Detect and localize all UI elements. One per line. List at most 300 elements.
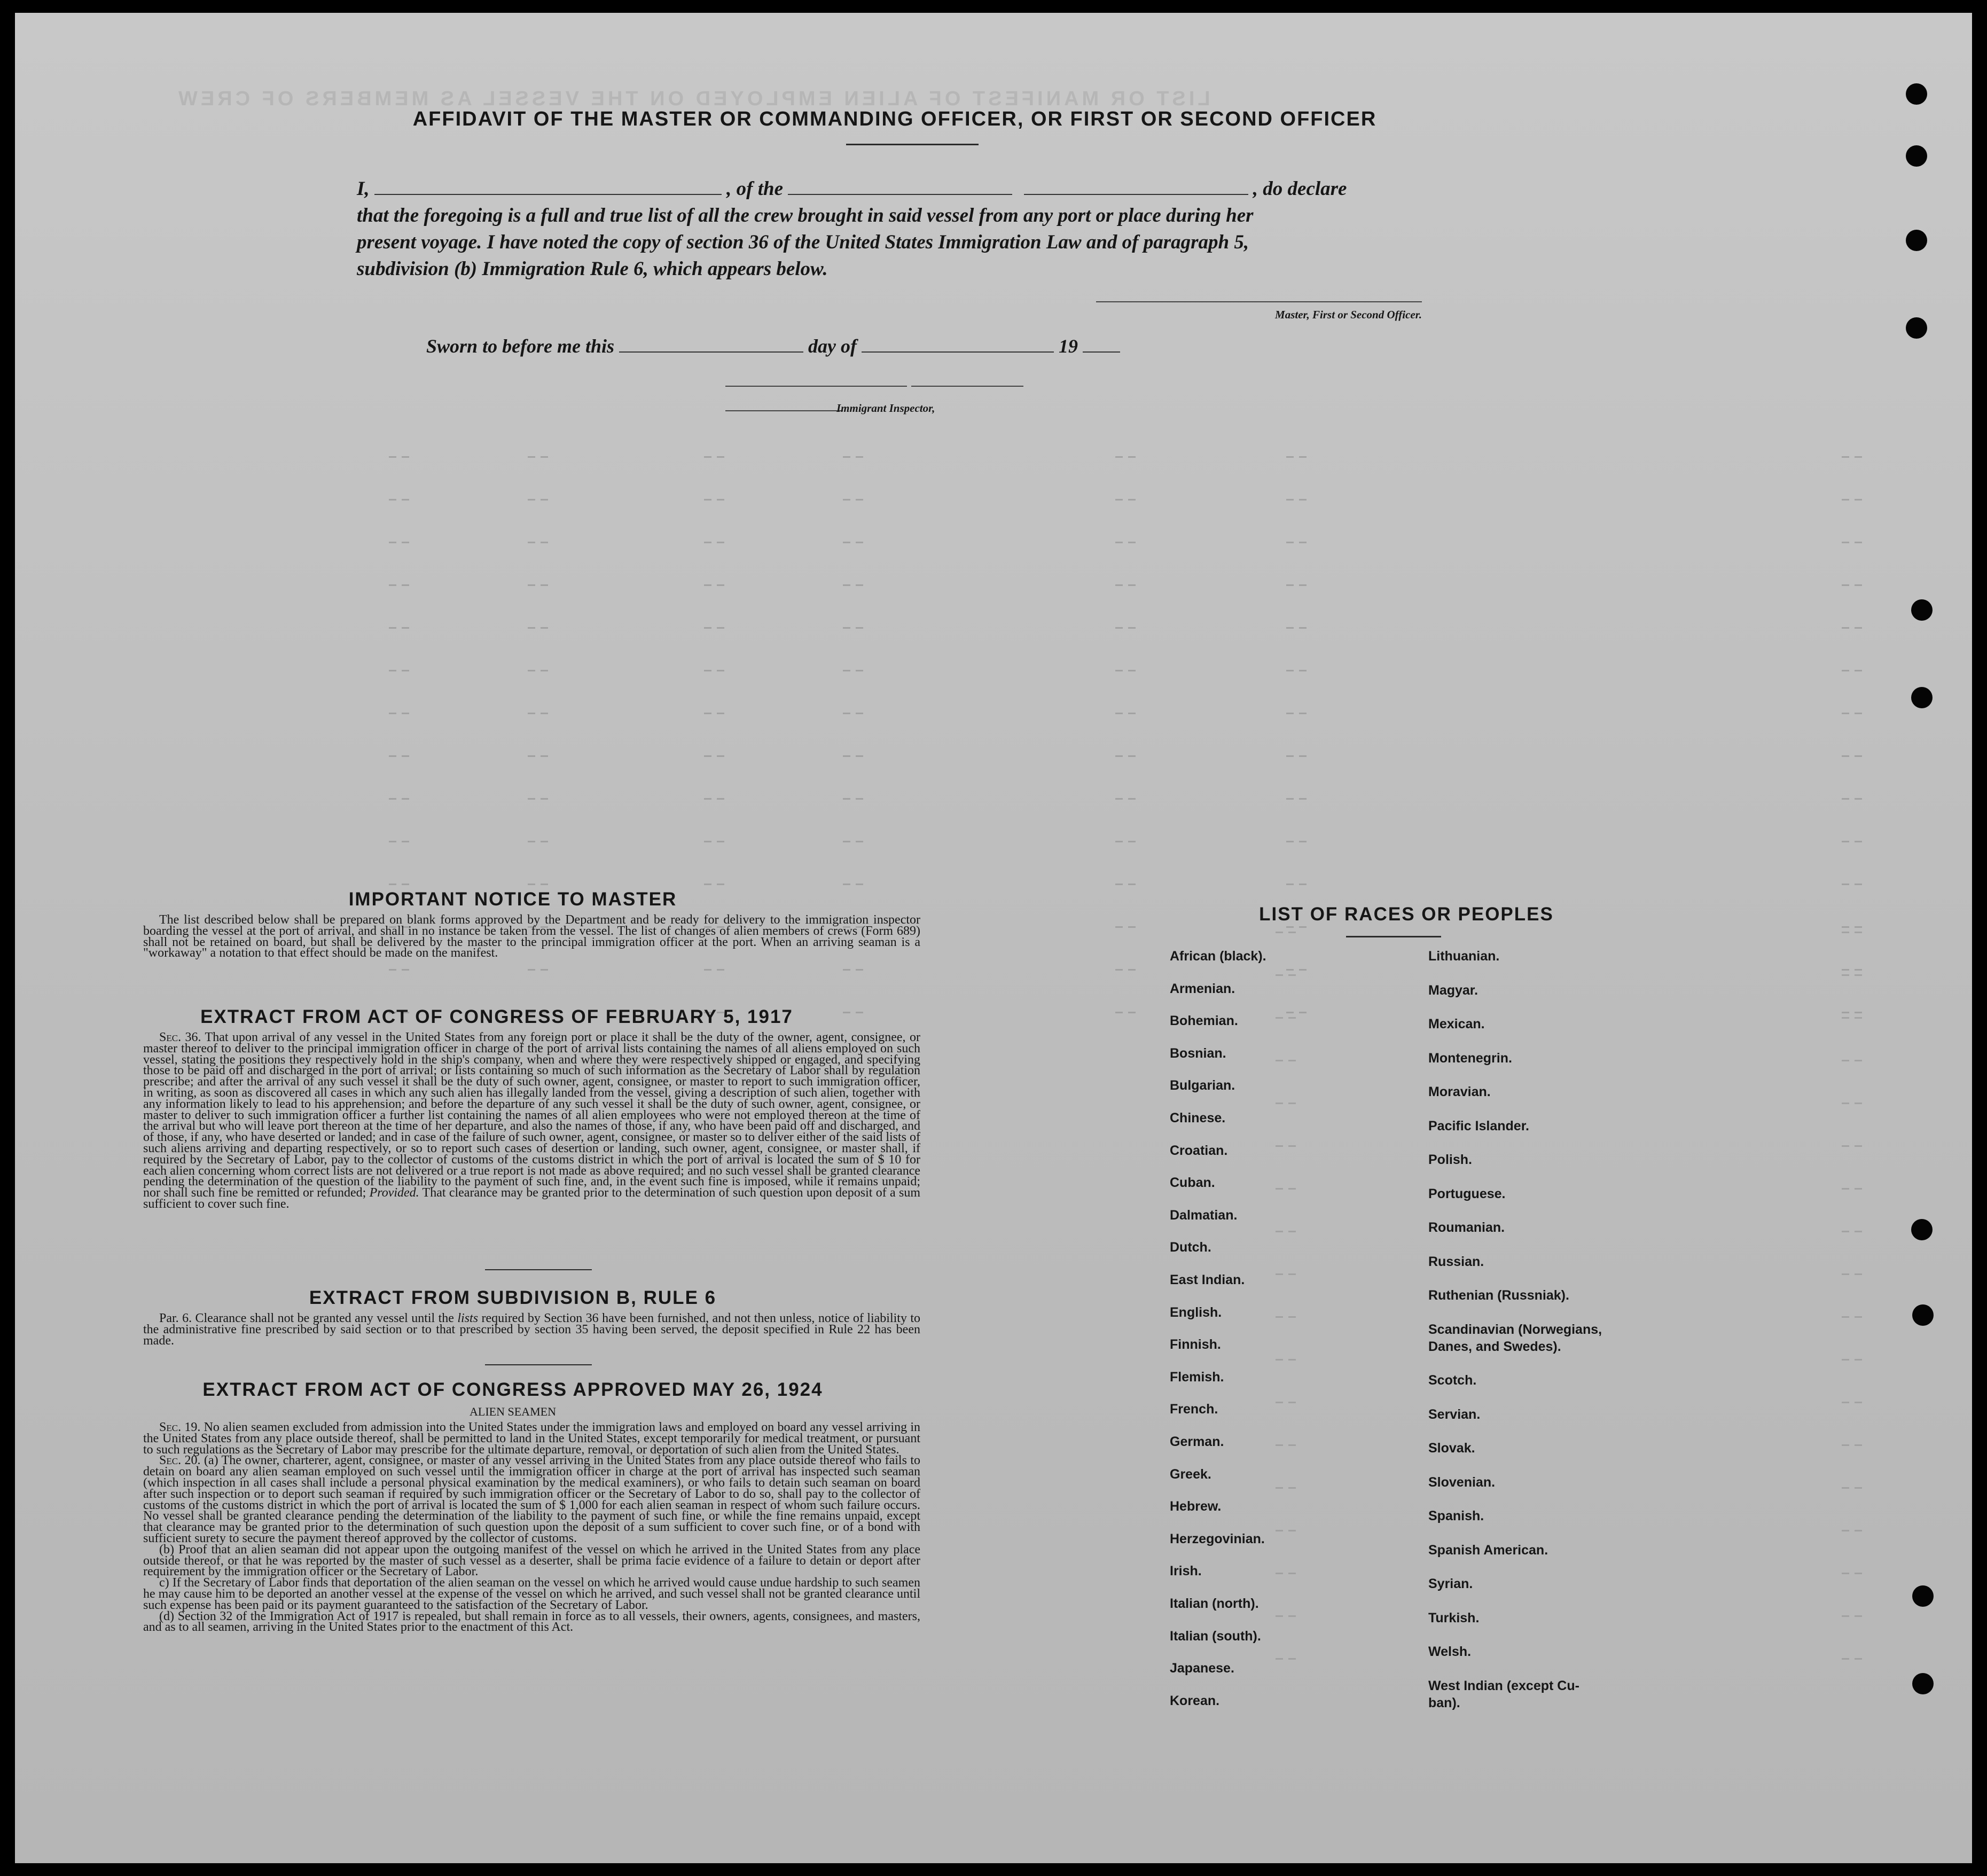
race-item: Armenian. xyxy=(1170,981,1235,996)
race-item: Slovak. xyxy=(1428,1441,1475,1456)
ditto-mark xyxy=(1855,1012,1862,1013)
extract-1917-provided: Provided. xyxy=(369,1186,419,1200)
ditto-mark xyxy=(1855,1402,1862,1403)
race-item: Scotch. xyxy=(1428,1373,1477,1388)
ditto-mark xyxy=(1842,755,1849,757)
ditto-mark xyxy=(704,841,711,842)
ditto-mark xyxy=(843,456,850,458)
race-item: Magyar. xyxy=(1428,982,1478,998)
ditto-mark xyxy=(402,627,409,629)
race-item: Hebrew. xyxy=(1170,1499,1222,1514)
race-item: Cuban. xyxy=(1170,1175,1215,1191)
ditto-mark xyxy=(1842,1103,1849,1104)
extract-rule6-text-a: Clearance shall not be granted any vessel until the xyxy=(195,1311,454,1325)
ditto-mark xyxy=(1115,627,1123,629)
race-item: Turkish. xyxy=(1428,1610,1480,1625)
ditto-mark xyxy=(1299,1012,1307,1013)
ditto-mark xyxy=(1855,1103,1862,1104)
ditto-mark xyxy=(541,755,548,757)
ditto-mark xyxy=(389,798,396,800)
ditto-mark xyxy=(856,841,863,842)
ditto-mark xyxy=(856,670,863,671)
binder-hole xyxy=(1906,317,1927,339)
ditto-mark xyxy=(1855,542,1862,543)
race-item: West Indian (except Cu- xyxy=(1428,1678,1579,1693)
ditto-mark xyxy=(1276,974,1283,976)
ditto-mark xyxy=(843,884,850,885)
master-signature-line[interactable] xyxy=(1096,301,1422,302)
ditto-mark xyxy=(717,841,724,842)
ditto-mark xyxy=(717,670,724,671)
ditto-mark xyxy=(856,627,863,629)
ditto-mark xyxy=(1276,1573,1283,1574)
ditto-mark xyxy=(1115,670,1123,671)
name-blank[interactable] xyxy=(374,192,722,195)
ditto-mark xyxy=(856,584,863,586)
extract-1917-title: EXTRACT FROM ACT OF CONGRESS OF FEBRUARY 5, 1917 xyxy=(200,1006,793,1027)
ditto-mark xyxy=(1842,1658,1849,1660)
race-item: Herzegovinian. xyxy=(1170,1531,1265,1546)
ditto-mark xyxy=(717,884,724,885)
ditto-mark xyxy=(541,584,548,586)
extract-rule6-body xyxy=(143,1313,920,1346)
ditto-mark xyxy=(704,456,711,458)
ditto-mark xyxy=(1276,1359,1283,1361)
race-item: Irish. xyxy=(1170,1564,1202,1579)
ditto-mark xyxy=(843,798,850,800)
ditto-mark xyxy=(1286,456,1294,458)
manifest-page xyxy=(15,13,1972,1863)
ditto-mark xyxy=(1855,1487,1862,1489)
ditto-mark xyxy=(389,584,396,586)
ditto-mark xyxy=(1286,798,1294,800)
ditto-mark xyxy=(1842,627,1849,629)
ditto-mark xyxy=(389,627,396,629)
sworn-day-blank[interactable] xyxy=(619,349,803,353)
ditto-mark xyxy=(843,713,850,714)
year-prefix: 19 xyxy=(1059,335,1078,357)
ditto-mark xyxy=(1128,841,1136,842)
ditto-mark xyxy=(843,755,850,757)
ditto-mark xyxy=(717,627,724,629)
ditto-mark xyxy=(1842,1615,1849,1617)
race-item: Korean. xyxy=(1170,1693,1220,1708)
ditto-mark xyxy=(1299,969,1307,971)
ditto-mark xyxy=(1842,1060,1849,1061)
ditto-mark xyxy=(389,542,396,543)
affidavit-line-2: that the foregoing is a full and true list of all the crew brought in said vessel from any port or place during her xyxy=(357,205,1254,226)
ditto-mark xyxy=(528,713,535,714)
ditto-mark xyxy=(1842,1316,1849,1318)
extract-rule6-lists: lists xyxy=(457,1311,479,1325)
ditto-mark xyxy=(1276,1145,1283,1147)
ditto-mark xyxy=(1276,1658,1283,1660)
race-item: ban). xyxy=(1428,1695,1460,1710)
race-item: Flemish. xyxy=(1170,1369,1224,1385)
ditto-mark xyxy=(704,670,711,671)
ditto-mark xyxy=(402,969,409,971)
ditto-mark xyxy=(843,627,850,629)
race-item: English. xyxy=(1170,1304,1222,1320)
ditto-mark xyxy=(1276,1060,1283,1061)
ditto-mark xyxy=(1288,1273,1296,1275)
ditto-mark xyxy=(1842,926,1849,928)
ditto-mark xyxy=(1842,1359,1849,1361)
sworn-line xyxy=(426,333,1473,359)
ditto-mark xyxy=(389,755,396,757)
ditto-mark xyxy=(1842,974,1849,976)
ditto-mark xyxy=(704,884,711,885)
ditto-mark xyxy=(402,713,409,714)
race-item: Moravian. xyxy=(1428,1084,1491,1099)
ditto-mark xyxy=(528,969,535,971)
race-item: Bosnian. xyxy=(1170,1045,1226,1061)
ditto-mark xyxy=(402,841,409,842)
ditto-mark xyxy=(1286,584,1294,586)
binder-hole xyxy=(1906,230,1927,251)
ditto-mark xyxy=(1855,713,1862,714)
ditto-mark xyxy=(1288,1487,1296,1489)
ditto-mark xyxy=(717,969,724,971)
inspector-label: Immigrant Inspector, xyxy=(836,402,935,415)
ditto-mark xyxy=(528,627,535,629)
ditto-mark xyxy=(1842,1402,1849,1403)
ditto-mark xyxy=(1842,713,1849,714)
races-title: LIST OF RACES OR PEOPLES xyxy=(1259,904,1554,925)
ditto-mark xyxy=(1276,1615,1283,1617)
ditto-mark xyxy=(1299,884,1307,885)
sec-20b-text: (b) Proof that an alien seaman did not appear upon the outgoing manifest of the vessel on which he arrived in the United States from any place outside thereof, or that he was reported by the master of such vessel as a deserter, shall be prima facie evidence of a failure to detain or deport after requirement by the immigration officer or the Secretary of Labor. xyxy=(143,1542,920,1579)
ditto-mark xyxy=(1855,841,1862,842)
ditto-mark xyxy=(1288,1444,1296,1446)
inspector-signature-line-3[interactable] xyxy=(725,410,843,411)
race-item: Roumanian. xyxy=(1428,1220,1505,1235)
race-item: Bohemian. xyxy=(1170,1013,1238,1029)
ditto-mark xyxy=(843,542,850,543)
race-item: Bulgarian. xyxy=(1170,1078,1235,1093)
ditto-mark xyxy=(843,499,850,501)
ditto-mark xyxy=(1855,1273,1862,1275)
ditto-mark xyxy=(1855,1188,1862,1190)
ditto-mark xyxy=(1128,798,1136,800)
ditto-mark xyxy=(1288,1359,1296,1361)
ditto-mark xyxy=(1299,584,1307,586)
ditto-mark xyxy=(1128,456,1136,458)
ditto-mark xyxy=(1855,1359,1862,1361)
ditto-mark xyxy=(717,713,724,714)
ditto-mark xyxy=(1855,755,1862,757)
notice-body: The list described below shall be prepared on blank forms approved by the Department and be ready for delivery to the immigration inspector boarding the vessel at the port of arrival, and shall in no instance be taken from the vessel. The list of changes of alien members of crews (Form 689) shall not be retained on board, but shall be delivered by the master to the principal immigration officer at the port. When an arriving seaman is a "workaway" a notation to that effect should be made on the manifest. xyxy=(143,913,920,960)
ditto-mark xyxy=(1855,670,1862,671)
ditto-mark xyxy=(843,841,850,842)
race-item: Chinese. xyxy=(1170,1111,1226,1125)
ditto-mark xyxy=(1855,932,1862,933)
ditto-mark xyxy=(541,798,548,800)
ditto-mark xyxy=(1855,1530,1862,1531)
ditto-mark xyxy=(1855,926,1862,928)
ditto-mark xyxy=(1842,542,1849,543)
ditto-mark xyxy=(1276,1231,1283,1232)
ditto-mark xyxy=(1128,542,1136,543)
ditto-mark xyxy=(1299,456,1307,458)
ditto-mark xyxy=(1128,499,1136,501)
ditto-mark xyxy=(1286,926,1294,928)
sec-19-text: No alien seamen excluded from admission into the United States under the immigration laws and employed on board any vessel arriving in the United States from any place outside thereof, shall be permitted to land in the United States, except temporarily for medical treatment, or pursuant to such regulations as the Secretary of Labor may prescribe for the ultimate departure, removal, or deportation of such alien from the United States. xyxy=(143,1420,921,1457)
race-item: Slovenian. xyxy=(1428,1474,1496,1490)
ditto-mark xyxy=(389,670,396,671)
race-item: German. xyxy=(1170,1434,1224,1449)
ditto-mark xyxy=(1286,1012,1294,1013)
ditto-mark xyxy=(1288,1530,1296,1531)
ditto-mark xyxy=(1842,1487,1849,1489)
ditto-mark xyxy=(1299,542,1307,543)
ditto-mark xyxy=(843,584,850,586)
ditto-mark xyxy=(717,798,724,800)
ditto-mark xyxy=(1115,456,1123,458)
ditto-mark xyxy=(704,969,711,971)
ditto-mark xyxy=(1128,884,1136,885)
extract-1917-text-end: That clearance may be granted prior to the determination of such question upon deposit of a sum sufficient to cover such fine. xyxy=(143,1186,921,1211)
ditto-mark xyxy=(1128,755,1136,757)
ditto-mark xyxy=(1115,584,1123,586)
ditto-mark xyxy=(856,542,863,543)
ditto-mark xyxy=(1855,1316,1862,1318)
ditto-mark xyxy=(856,456,863,458)
ditto-mark xyxy=(1288,1573,1296,1574)
ditto-mark xyxy=(402,456,409,458)
race-item: Polish. xyxy=(1428,1152,1472,1167)
sec-20a-text: (a) The owner, charterer, agent, consignee, or master of any vessel arriving in the United States from any place outside thereof who fails to detain on board any alien seaman employed on such vessel until the immigration officer in charge at the port of arrival has inspected such seaman (which inspection in all cases shall include a personal physical examination by the medical examiners), or who fails to detain such seaman on board after such inspection or to deport such seaman if required by such immigration officer or the Secretary of Labor to do so, shall pay to the collector of customs of the customs district in which the port of arrival is located the sum of $ 1,000 for each alien seaman in respect of whom such failure occurs. No vessel shall be granted clearance pending the determination of the liability to the payment of such fine, or while the fine remains unpaid, except that clearance may be granted prior to the determination of such question upon the deposit of a sum sufficient to cover such fine, or of a bond with sufficient surety to secure the payment thereof approved by the collector of customs. xyxy=(143,1453,921,1545)
ditto-mark xyxy=(528,456,535,458)
sworn-year-blank[interactable] xyxy=(1083,349,1120,353)
ditto-mark xyxy=(1276,1273,1283,1275)
ditto-mark xyxy=(1299,627,1307,629)
ditto-mark xyxy=(843,670,850,671)
ditto-mark xyxy=(1288,1188,1296,1190)
affidavit-of-the: , of the xyxy=(726,178,784,200)
ditto-mark xyxy=(528,499,535,501)
ditto-mark xyxy=(1288,1615,1296,1617)
ditto-mark xyxy=(704,499,711,501)
affidavit-title: AFFIDAVIT OF THE MASTER OR COMMANDING OFFICER, OR FIRST OR SECOND OFFICER xyxy=(412,108,1377,130)
ditto-mark xyxy=(1288,932,1296,933)
ditto-mark xyxy=(541,969,548,971)
binder-hole xyxy=(1911,599,1933,621)
race-item: Mexican. xyxy=(1428,1017,1485,1031)
binder-hole xyxy=(1911,687,1933,708)
sworn-month-blank[interactable] xyxy=(862,349,1054,353)
ditto-mark xyxy=(1115,499,1123,501)
ditto-mark xyxy=(541,670,548,671)
inspector-signature-line-2[interactable] xyxy=(911,386,1023,387)
ditto-mark xyxy=(1286,841,1294,842)
ditto-mark xyxy=(1276,1530,1283,1531)
ditto-mark xyxy=(1855,1017,1862,1019)
ditto-mark xyxy=(1286,713,1294,714)
ditto-mark xyxy=(1855,456,1862,458)
ditto-mark xyxy=(1842,1012,1849,1013)
ditto-mark xyxy=(856,969,863,971)
extract-rule6-title: EXTRACT FROM SUBDIVISION B, RULE 6 xyxy=(309,1287,717,1308)
binder-hole xyxy=(1912,1585,1934,1607)
ditto-mark xyxy=(1299,499,1307,501)
ditto-mark xyxy=(389,499,396,501)
ditto-mark xyxy=(1855,499,1862,501)
ditto-mark xyxy=(1855,1145,1862,1147)
ditto-mark xyxy=(1286,670,1294,671)
race-item: Japanese. xyxy=(1170,1661,1234,1676)
extract-1917-body xyxy=(143,1032,920,1210)
binder-hole xyxy=(1906,83,1927,105)
ditto-mark xyxy=(1276,1316,1283,1318)
ditto-mark xyxy=(1855,969,1862,971)
ditto-mark xyxy=(541,542,548,543)
ditto-mark xyxy=(1115,884,1123,885)
race-item: Servian. xyxy=(1428,1406,1481,1422)
ditto-mark xyxy=(1842,1273,1849,1275)
ditto-mark xyxy=(1299,798,1307,800)
ditto-mark xyxy=(1842,798,1849,800)
ditto-mark xyxy=(528,584,535,586)
bleed-through-header: LIST OR MANIFEST OF ALIEN EMPLOYED ON THE VESSEL AS MEMBERS OF CREW xyxy=(175,88,1210,110)
binder-hole xyxy=(1906,145,1927,167)
ditto-mark xyxy=(1855,627,1862,629)
ditto-mark xyxy=(1288,1060,1296,1061)
race-item: Italian (south). xyxy=(1170,1628,1261,1644)
ditto-mark xyxy=(1855,974,1862,976)
ditto-mark xyxy=(704,755,711,757)
race-item: East Indian. xyxy=(1170,1272,1245,1287)
extract-1924-body xyxy=(143,1422,920,1633)
ditto-mark xyxy=(1842,1573,1849,1574)
ditto-mark xyxy=(1299,841,1307,842)
ditto-mark xyxy=(1286,499,1294,501)
ditto-mark xyxy=(1128,969,1136,971)
ditto-mark xyxy=(1842,1231,1849,1232)
race-item: Pacific Islander. xyxy=(1428,1118,1529,1134)
ditto-mark xyxy=(389,884,396,885)
ditto-mark xyxy=(1288,1658,1296,1660)
extract-rule6-end-rule xyxy=(485,1364,592,1365)
ditto-mark xyxy=(843,969,850,971)
ditto-mark xyxy=(1842,969,1849,971)
ditto-mark xyxy=(856,798,863,800)
sec-20c-text: c) If the Secretary of Labor finds that deportation of the alien seaman on the vessel on which he arrived would cause undue hardship to such seamen he may cause him to be deported an another vessel at the expense of the vessel on which he arrived, and such vessel shall not be granted clearance until such expense has been paid or its payment guaranteed to the satisfaction of the Secretary of Labor. xyxy=(143,1576,920,1612)
vessel-blank-2[interactable] xyxy=(1024,192,1248,195)
ditto-mark xyxy=(1286,884,1294,885)
ditto-mark xyxy=(1855,1573,1862,1574)
ditto-mark xyxy=(856,755,863,757)
race-item: Syrian. xyxy=(1428,1576,1473,1591)
ditto-mark xyxy=(1855,1231,1862,1232)
ditto-mark xyxy=(856,884,863,885)
vessel-blank-1[interactable] xyxy=(788,192,1012,195)
ditto-mark xyxy=(717,755,724,757)
day-of-text: day of xyxy=(808,335,857,357)
race-item: Portuguese. xyxy=(1428,1186,1506,1201)
ditto-mark xyxy=(1855,1615,1862,1617)
race-item: Dalmatian. xyxy=(1170,1207,1238,1223)
ditto-mark xyxy=(1842,1017,1849,1019)
ditto-mark xyxy=(541,713,548,714)
ditto-mark xyxy=(1286,627,1294,629)
ditto-mark xyxy=(1128,926,1136,928)
ditto-mark xyxy=(856,499,863,501)
binder-hole xyxy=(1911,1219,1933,1240)
ditto-mark xyxy=(1128,670,1136,671)
ditto-mark xyxy=(1288,1145,1296,1147)
extract-1924-subtitle: ALIEN SEAMEN xyxy=(470,1405,556,1418)
ditto-mark xyxy=(541,884,548,885)
ditto-mark xyxy=(1276,1103,1283,1104)
races-title-rule xyxy=(1346,936,1441,937)
ditto-mark xyxy=(1128,627,1136,629)
extract-rule6-text-b: required by Section 36 have been furnished, and not then unless, notice of liability to the administrative fine prescribed by said section or to that prescribed by section 35 having been served, the deposit specified in Rule 22 has been made. xyxy=(143,1311,921,1348)
ditto-mark xyxy=(402,499,409,501)
extract-1917-text: That upon arrival of any vessel in the United States from any foreign port or place it shall be the duty of the owner, agent, consignee, or master thereof to deliver to the principal immigration officer in charge of the port of arrival lists containing the names of all aliens employed on such vessel, stating the positions they respectively hold in the ship's company, when and where they were respectively shipped or engaged, and specifying those to be paid off and discharged in the port of arrival; or lists containing so much of such information as the Secretary of Labor shall by regulation prescribe; and after the arrival of any such vessel it shall be the duty of such owner, agent, consignee, or master to report to such immigration officer, in writing, as soon as discovered all cases in which any such alien has illegally landed from the vessel, giving a description of such alien, together with any information likely to lead to his apprehension; and before the departure of any such vessel it shall be the duty of such owner, agent, consignee, or master to deliver to such immigration officer a further list containing the names of all alien employees who were not employed thereon at the time of the arrival but who will leave port thereon at the time of her departure, and also the names of those, if any, who have been paid off and discharged, and of those, if any, who have deserted or landed; and in case of the failure of such owner, agent, consignee, or master so to deliver either of the said lists of such aliens arriving and departing respectively, or so to report such cases of desertion or landing, such owner, agent, consignee, or master shall, if required by the Secretary of Labor, pay to the collector of customs of the customs district in which the port of arrival is located the sum of $ 10 for each alien concerning whom correct lists are not delivered or a true report is not made as above required; and no such vessel shall be granted clearance pending the determination of the question of the liability to the payment of such fine, and, in the event such fine is imposed, while it remains unpaid; nor shall such fine be remitted or refunded; xyxy=(143,1030,921,1200)
ditto-mark xyxy=(402,884,409,885)
sec-19-label: Sec. 19. xyxy=(159,1420,201,1434)
ditto-mark xyxy=(389,841,396,842)
ditto-mark xyxy=(1299,670,1307,671)
ditto-mark xyxy=(704,627,711,629)
ditto-mark xyxy=(704,584,711,586)
ditto-mark xyxy=(1842,456,1849,458)
ditto-mark xyxy=(717,542,724,543)
ditto-mark xyxy=(402,670,409,671)
ditto-mark xyxy=(1299,755,1307,757)
ditto-mark xyxy=(1288,1402,1296,1403)
inspector-signature-line-1[interactable] xyxy=(725,386,907,387)
ditto-mark xyxy=(1288,1316,1296,1318)
race-item: Welsh. xyxy=(1428,1644,1472,1659)
ditto-mark xyxy=(1286,969,1294,971)
ditto-mark xyxy=(1288,1103,1296,1104)
race-item: Montenegrin. xyxy=(1428,1050,1512,1066)
ditto-mark xyxy=(1855,584,1862,586)
affidavit-do-declare: , do declare xyxy=(1253,178,1347,200)
ditto-mark xyxy=(1842,1444,1849,1446)
ditto-mark xyxy=(1115,841,1123,842)
ditto-mark xyxy=(717,456,724,458)
race-item: Ruthenian (Russniak). xyxy=(1428,1288,1569,1303)
ditto-mark xyxy=(528,542,535,543)
ditto-mark xyxy=(1842,1188,1849,1190)
ditto-mark xyxy=(1842,841,1849,842)
ditto-mark xyxy=(528,755,535,757)
ditto-mark xyxy=(1128,584,1136,586)
ditto-mark xyxy=(704,713,711,714)
ditto-mark xyxy=(1842,1145,1849,1147)
ditto-mark xyxy=(402,542,409,543)
ditto-mark xyxy=(528,884,535,885)
ditto-mark xyxy=(389,969,396,971)
ditto-mark xyxy=(1276,1017,1283,1019)
ditto-mark xyxy=(1855,798,1862,800)
race-item: Greek. xyxy=(1170,1466,1211,1482)
affidavit-line-4: subdivision (b) Immigration Rule 6, which appears below. xyxy=(357,258,828,280)
ditto-mark xyxy=(1115,542,1123,543)
ditto-mark xyxy=(1286,755,1294,757)
ditto-mark xyxy=(1842,884,1849,885)
ditto-mark xyxy=(1855,884,1862,885)
ditto-mark xyxy=(1276,1487,1283,1489)
ditto-mark xyxy=(528,841,535,842)
notice-title: IMPORTANT NOTICE TO MASTER xyxy=(348,889,677,910)
ditto-mark xyxy=(528,670,535,671)
ditto-mark xyxy=(541,499,548,501)
ditto-mark xyxy=(1276,1402,1283,1403)
